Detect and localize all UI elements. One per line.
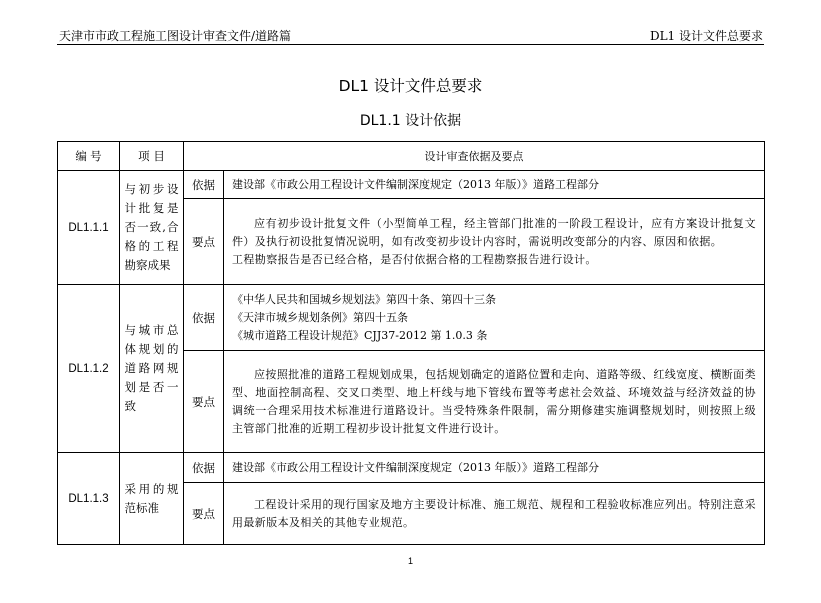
basis-text: 建设部《市政公用工程设计文件编制深度规定（2013 年版）》道路工程部分 xyxy=(224,171,765,199)
row-code: DL1.1.2 xyxy=(58,285,120,453)
points-paragraph: 工程设计采用的现行国家及地方主要设计标准、施工规范、规程和工程验收标准应列出。特别注意采用最新版本及相关的其他专业规范。 xyxy=(232,497,756,529)
points-label: 要点 xyxy=(184,351,224,453)
running-header-right: DL1 设计文件总要求 xyxy=(649,29,763,43)
review-table xyxy=(57,141,765,545)
points-paragraph: 工程勘察报告是否已经合格，是否付依据合格的工程勘察报告进行设计。 xyxy=(232,252,597,266)
table-row xyxy=(58,171,765,199)
section-title: DL1.1 设计依据 xyxy=(359,113,462,129)
basis-text: 建设部《市政公用工程设计文件编制深度规定（2013 年版）》道路工程部分 xyxy=(224,453,765,483)
basis-label: 依据 xyxy=(184,171,224,199)
header-code: 编 号 xyxy=(58,142,120,171)
points-label: 要点 xyxy=(184,483,224,545)
header-item: 项 目 xyxy=(120,142,184,171)
header-rule xyxy=(57,44,764,45)
basis-label: 依据 xyxy=(184,285,224,351)
row-item: 采用的规范标准 xyxy=(120,453,184,545)
header-basis: 设计审查依据及要点 xyxy=(184,142,765,171)
points-label: 要点 xyxy=(184,199,224,285)
points-paragraph: 应按照批准的道路工程规划成果，包括规划确定的道路位置和走向、道路等级、红线宽度、横断面类型、地面控制高程、交叉口类型、地上杆线与地下管线布置等考虑社会效益、环境效益与经济效益的协调统一合理采用技术标准进行道路设计。当受特殊条件限制，需分期修建实施调整规划时，则按照上级主管部门批准的近期工程初步设计批复文件进行设计。 xyxy=(232,367,756,435)
points-text xyxy=(224,199,765,285)
row-item: 与初步设计批复是否一致,合格的工程勘察成果 xyxy=(120,171,184,285)
points-paragraph: 应有初步设计批复文件（小型简单工程，经主管部门批准的一阶段工程设计，应有方案设计批复文件）及执行初设批复情况说明，如有改变初步设计内容时，需说明改变部分的内容、原因和依据。 xyxy=(232,216,756,248)
row-code: DL1.1.3 xyxy=(58,453,120,545)
basis-line: 《天津市城乡规划条例》第四十五条 xyxy=(232,310,408,324)
table-row xyxy=(58,453,765,483)
table-header-row xyxy=(58,142,765,171)
basis-line: 《中华人民共和国城乡规划法》第四十条、第四十三条 xyxy=(232,292,496,306)
row-item: 与城市总体规划的道路网规划是否一致 xyxy=(120,285,184,453)
table-row xyxy=(58,285,765,351)
row-code: DL1.1.1 xyxy=(58,171,120,285)
page-number: 1 xyxy=(407,556,413,566)
running-header-left: 天津市市政工程施工图设计审查文件/道路篇 xyxy=(59,29,292,43)
document-title: DL1 设计文件总要求 xyxy=(338,77,483,95)
points-text xyxy=(224,483,765,545)
basis-line: 《城市道路工程设计规范》CJJ37-2012 第 1.0.3 条 xyxy=(232,328,488,342)
basis-text xyxy=(224,285,765,351)
basis-label: 依据 xyxy=(184,453,224,483)
points-text xyxy=(224,351,765,453)
